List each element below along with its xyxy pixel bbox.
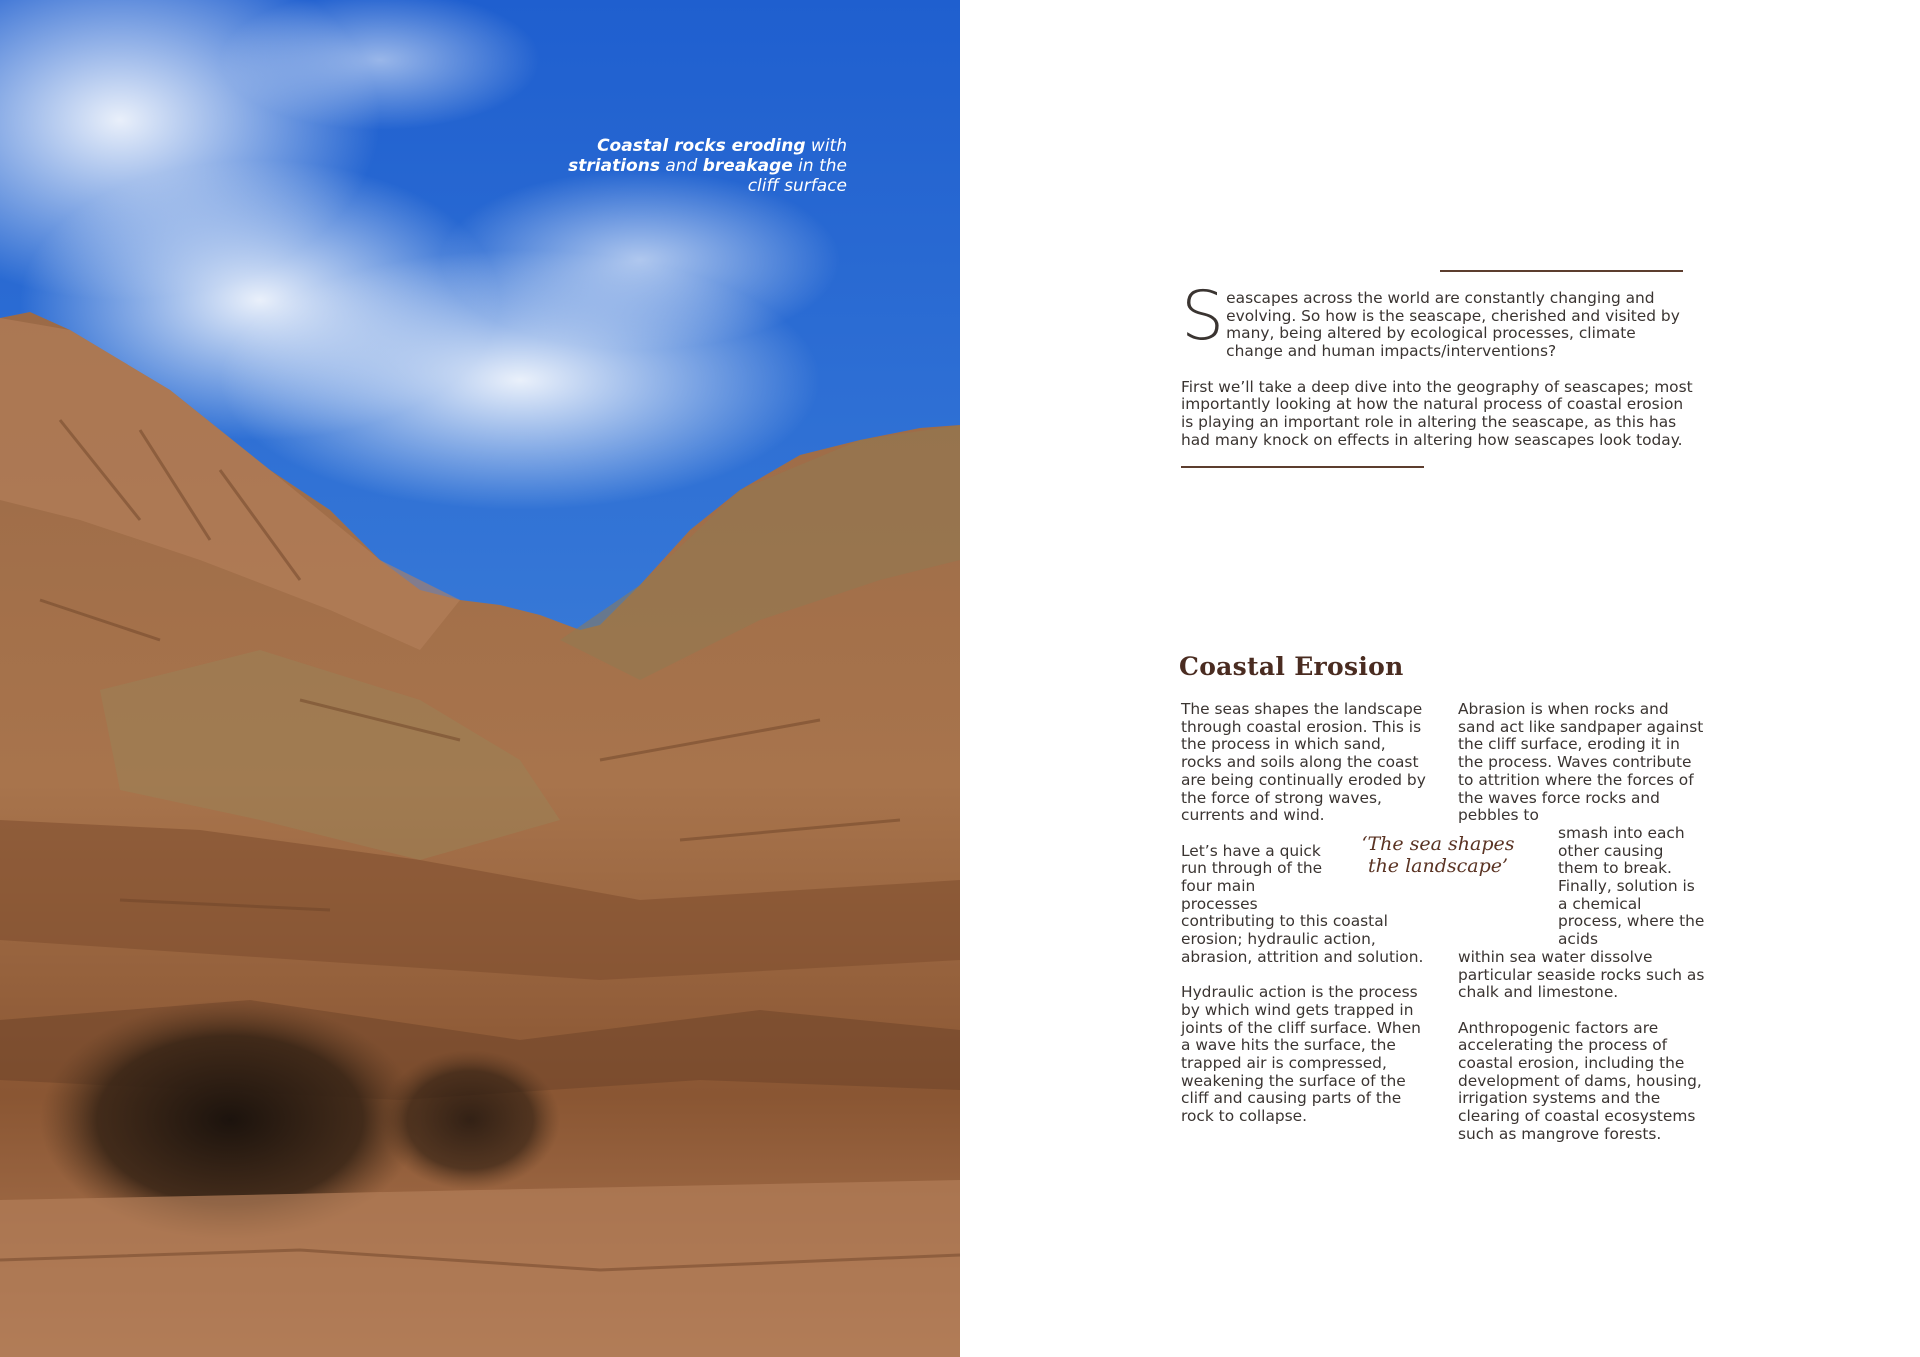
photo-caption xyxy=(560,136,847,196)
text-page xyxy=(960,0,1920,1357)
drop-cap: S xyxy=(1181,277,1225,356)
left-paragraph-2-rest: contributing to this coastal erosion; hydraulic action, abrasion, attrition and solution. xyxy=(1181,912,1424,966)
right-paragraph-1-wrapped: smash into each other causing them to break. Finally, solution is a chemical process, where the acids xyxy=(1558,823,1705,949)
right-paragraph-1-rest: within sea water dissolve particular seaside rocks such as chalk and limestone. xyxy=(1458,947,1705,1002)
left-paragraph-1: The seas shapes the landscape through coastal erosion. This is the process in which sand, rocks and soils along the coast are being continually eroded by the force of strong waves, currents and wind. xyxy=(1181,700,1426,825)
caption-bold-3: breakage xyxy=(702,156,793,176)
intro-paragraph-2: First we’ll take a deep dive into the geography of seascapes; most importantly looking at how the natural process of coastal erosion is playing an important role in altering the seascape, as this has had many knock on effects in altering how seascapes look today. xyxy=(1181,377,1693,449)
intro-paragraph-1-text: eascapes across the world are constantly changing and evolving. So how is the seascape, cherished and visited by many, being altered by ecological processes, climate change and human impacts/interventions? xyxy=(1226,289,1680,361)
right-paragraph-1 xyxy=(1458,701,1705,1002)
right-paragraph-1-top: Abrasion is when rocks and sand act like sandpaper against the cliff surface, eroding it in the process. Waves contribute to attrition where the forces of the waves force rocks and pebbles to xyxy=(1458,700,1704,825)
caption-bold-1: Coastal rocks eroding xyxy=(597,136,806,156)
right-column xyxy=(1458,701,1705,1144)
caption-text-2: and xyxy=(659,156,703,176)
intro-paragraph-1 xyxy=(1181,277,1695,361)
bottom-divider xyxy=(1181,466,1424,468)
section-heading: Coastal Erosion xyxy=(1179,652,1404,681)
left-paragraph-3: Hydraulic action is the process by which wind gets trapped in joints of the cliff surface. When a wave hits the surface, the trapped air is compressed, weakening the surface of the cliff and causing parts of the rock to collapse. xyxy=(1181,983,1421,1126)
right-paragraph-2: Anthropogenic factors are accelerating the process of coastal erosion, including the development of dams, housing, irrigation systems and the clearing of coastal ecosystems such as mangrove forests. xyxy=(1458,1018,1702,1143)
top-divider xyxy=(1440,270,1683,272)
caption-text-3: in the cliff surface xyxy=(747,156,847,196)
caption-text-1: with xyxy=(805,136,847,156)
left-paragraph-2-wrapped: Let’s have a quick run through of the four main processes xyxy=(1181,841,1323,913)
left-column xyxy=(1181,701,1428,1126)
pull-quote: ‘The sea shapes the landscape’ xyxy=(1361,833,1515,877)
intro-text xyxy=(1181,277,1695,449)
caption-bold-2: striations xyxy=(568,156,660,176)
